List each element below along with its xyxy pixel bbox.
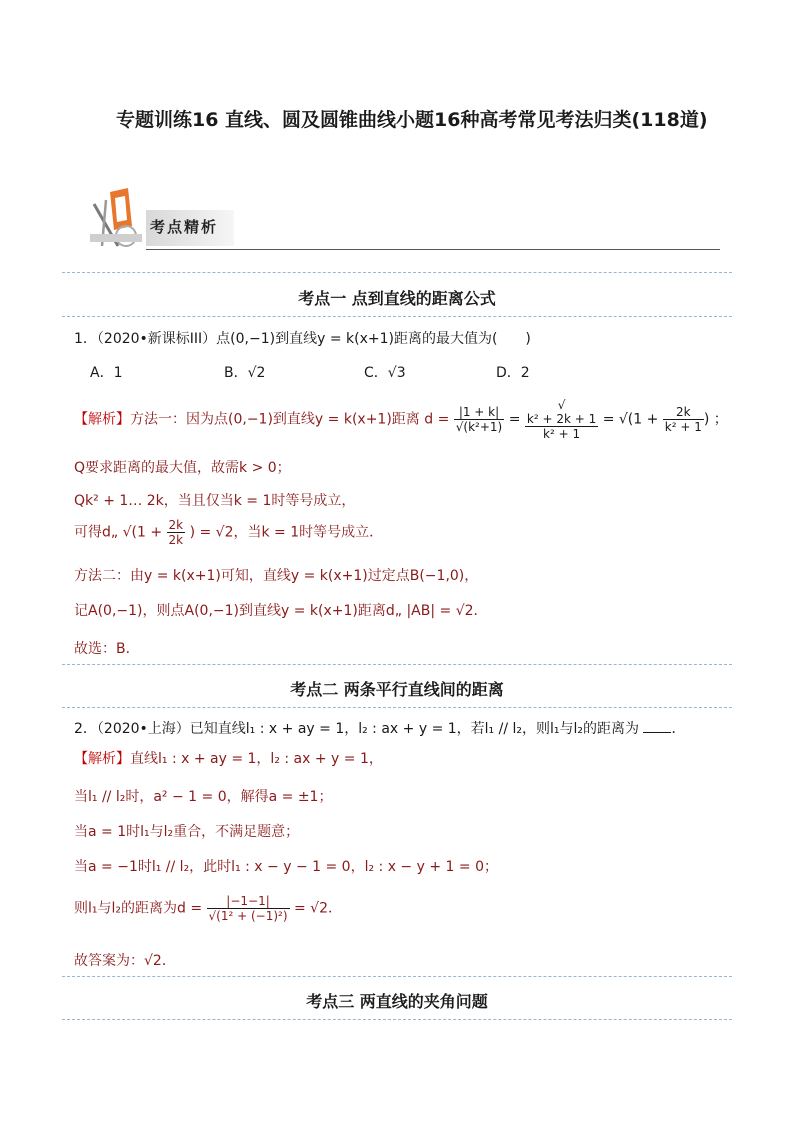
section-heading-2: 考点二 两条平行直线间的距离 xyxy=(290,680,504,699)
q1-analysis-line-4: 可得d„ √(1 + $\frac{2k}{2k}$ ) = √2，当k = 1时等号成立． xyxy=(74,518,384,547)
answer-blank xyxy=(643,732,671,733)
fraction: $\frac{|-1-1|}{\text{√(1² + (−1)²)}}$ xyxy=(208,894,288,923)
q1-option-a: A．1 xyxy=(90,365,123,381)
fraction: $\frac{2k}{\text{k² + 1}}$ xyxy=(664,405,702,434)
section-heading-3: 考点三 两直线的夹角问题 xyxy=(306,992,488,1011)
fraction: √ k² + 2k + 1 k² + 1 xyxy=(526,398,597,441)
q2-analysis-line-4: 当a = −1时l₁ // l₂，此时l₁ : x − y − 1 = 0，l₂ : x − y + 1 = 0； xyxy=(74,859,498,875)
divider xyxy=(62,272,732,273)
q2-analysis-line-5: 则l₁与l₂的距离为d = $\frac{|-1-1|}{\text{√(1² + (−1)²)}}$ = √2． xyxy=(74,894,343,923)
divider xyxy=(62,664,732,665)
q1-option-c: C．√3 xyxy=(364,365,406,381)
analysis-label: 【解析】 xyxy=(74,751,130,767)
divider xyxy=(62,316,732,317)
q2-analysis-line-6: 故答案为：√2． xyxy=(74,953,176,969)
divider xyxy=(62,976,732,977)
ruler-compass-logo-icon xyxy=(88,186,150,252)
banner-label: 考点精析 xyxy=(150,218,219,236)
q1-analysis-line-7: 故选：B． xyxy=(74,641,140,657)
fraction: $\frac{|1 + k|}{\text{√(k²+1)}}$ xyxy=(455,405,503,434)
q2-analysis-line-2: 当l₁ // l₂时，a² − 1 = 0，解得a = ±1； xyxy=(74,789,333,805)
q2-analysis-line-1: 【解析】直线l₁ : x + ay = 1，l₂ : ax + y = 1， xyxy=(74,751,383,767)
q2-analysis-line-3: 当a = 1时l₁与l₂重合，不满足题意； xyxy=(74,824,300,840)
q1-analysis-line-6: 记A(0,−1)，则点A(0,−1)到直线y = k(x+1)距离d„ |AB| = √2． xyxy=(74,603,488,619)
q2-stem: 2．（2020•上海）已知直线l₁ : x + ay = 1，l₂ : ax + y = 1，若l₁ // l₂，则l₁与l₂的距离为 ． xyxy=(74,721,686,737)
q1-analysis-line-3: Qk² + 1… 2k，当且仅当k = 1时等号成立， xyxy=(74,493,356,509)
banner-underline xyxy=(146,249,720,250)
divider xyxy=(62,1019,732,1020)
section-banner xyxy=(88,186,720,256)
q1-option-b: B．√2 xyxy=(224,365,266,381)
q1-analysis-line-5: 方法二：由y = k(x+1)可知，直线y = k(x+1)过定点B(−1,0)， xyxy=(74,568,479,584)
q1-stem: 1．（2020•新课标III）点(0,−1)到直线y = k(x+1)距离的最大值为( ) xyxy=(74,331,531,347)
q1-option-d: D．2 xyxy=(496,365,530,381)
fraction: $\frac{2k}{2k}$ xyxy=(168,518,184,547)
q1-analysis-line-2: Q要求距离的最大值，故需k > 0； xyxy=(74,460,291,476)
q1-analysis-line-1: 【解析】方法一：因为点(0,−1)到直线y = k(x+1)距离 d = $\frac{|1 + k|}{\text{√(k²+1)}}$ = √ k² + 2k + 1 k² + 1 = √(1 + $\frac{2k}{\text{k² + 1}}$ ) ； xyxy=(74,398,728,441)
page-title: 专题训练16 直线、圆及圆锥曲线小题16种高考常见考法归类(118道) xyxy=(116,109,708,131)
section-heading-1: 考点一 点到直线的距离公式 xyxy=(298,289,496,308)
divider xyxy=(62,707,732,708)
analysis-label: 【解析】 xyxy=(74,411,130,428)
